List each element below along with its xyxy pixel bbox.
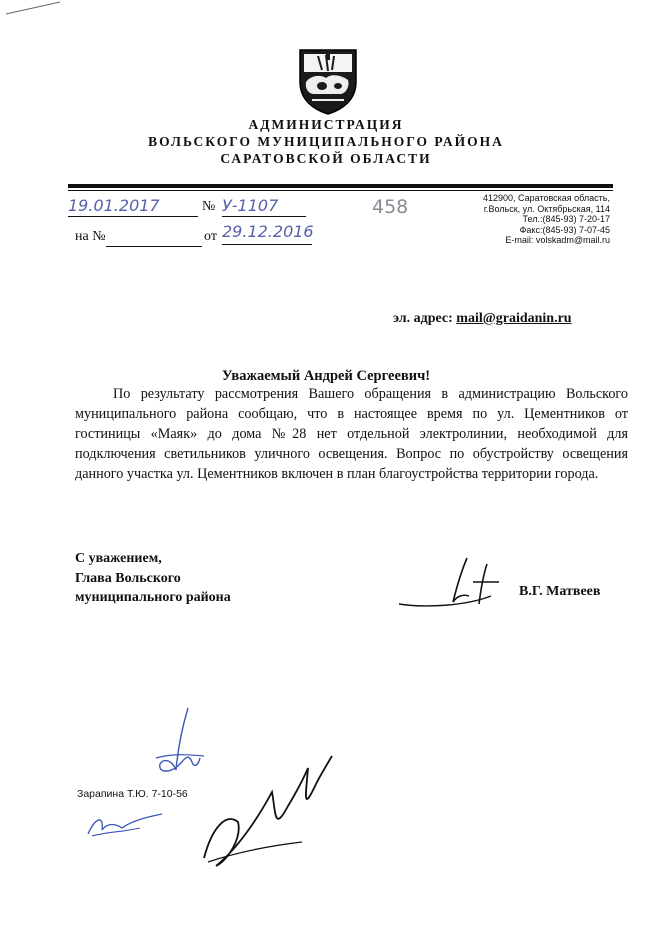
approval-signature-black <box>198 748 338 872</box>
closing-position-line1: Глава Вольского <box>75 570 181 586</box>
outgoing-number-label: № <box>202 199 216 214</box>
signer-name: В.Г. Матвеев <box>519 584 601 599</box>
executor-info: Зарапина Т.Ю. 7-10-56 <box>77 788 188 800</box>
recipient-email-line <box>393 311 572 327</box>
contact-block <box>410 193 610 246</box>
outgoing-number-field <box>222 196 306 217</box>
contact-phone-line: Тел.:(845-93) 7-20-17 <box>522 214 610 224</box>
approval-signature-blue-small <box>82 806 168 842</box>
recipient-email-label: эл. адрес: <box>393 311 453 326</box>
contact-address-line: 412900, Саратовская область, <box>483 193 610 203</box>
header-divider-thin <box>68 190 613 191</box>
reference-number-label: на № <box>75 229 106 244</box>
letter-body-paragraph: По результату рассмотрения Вашего обращения в администрацию Вольского муниципального района сообщаю, что в настоящее время по ул. Цементников от гостиницы «Маяк» до дома №28 нет отдельной электролинии, необходимой для подключения светильников уличного освещения. Вопрос по обустройству освещения данного участка ул. Цементников включен в план благоустройства территории города. <box>75 386 628 482</box>
stamp-number: 458 <box>372 196 409 218</box>
reference-date-field <box>222 222 312 245</box>
letter-greeting: Уважаемый Андрей Сергеевич! <box>221 368 431 384</box>
closing-regards: С уважением, <box>75 551 162 566</box>
reference-date-value: 29.12.2016 <box>222 222 314 241</box>
head-signature <box>395 552 520 614</box>
contact-fax-line: Факс:(845-93) 7-07-45 <box>519 224 610 235</box>
outgoing-date-value: 19.01.2017 <box>68 196 160 215</box>
reference-date-label: от <box>204 229 217 244</box>
header-divider-thick <box>68 184 613 188</box>
closing-position-line2: муниципального района <box>75 590 231 605</box>
closing-block <box>75 549 231 608</box>
recipient-email-address: mail@graidanin.ru <box>456 311 572 326</box>
scan-mark <box>4 0 64 16</box>
header-title-district: ВОЛЬСКОГО МУНИЦИПАЛЬНОГО РАЙОНА <box>148 134 504 149</box>
contact-email-line: E-mail: volskadm@mail.ru <box>505 235 610 245</box>
letter-body <box>75 384 628 484</box>
outgoing-number-value: У-1107 <box>222 196 279 215</box>
header-title-region: САРАТОВСКОЙ ОБЛАСТИ <box>220 151 432 166</box>
header-title-administration: АДМИНИСТРАЦИЯ <box>248 117 404 132</box>
outgoing-date-field <box>68 196 198 217</box>
contact-street-line: г.Вольск, ул. Октябрьская, 114 <box>483 203 610 214</box>
reference-number-field <box>106 226 202 247</box>
coat-of-arms-emblem <box>296 46 360 116</box>
